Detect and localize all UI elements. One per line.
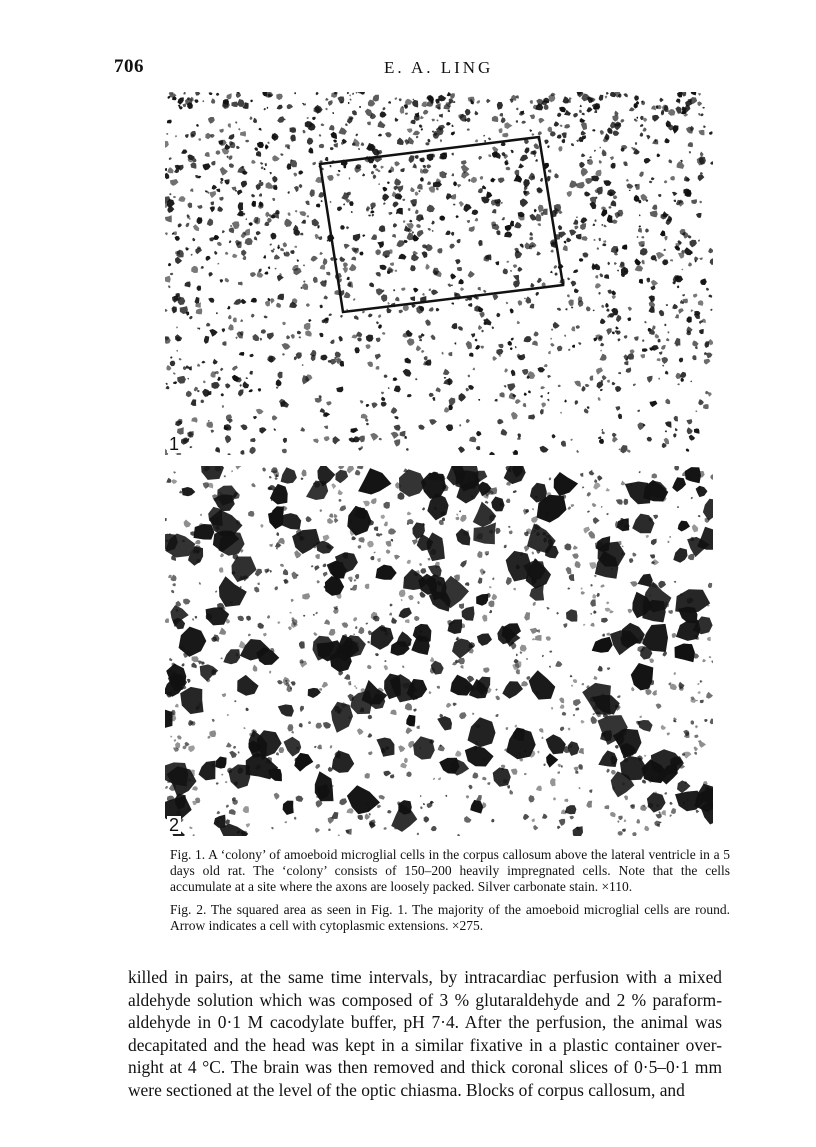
figure-2-label: 2 (169, 815, 180, 835)
caption-figure-1: Fig. 1. A ‘colony’ of amoeboid microglial cells in the corpus callosum above the lateral ventricle in a 5 days old rat. The ‘colony’ consists of 150–200 heavily impregnated cells. Note that the cells accumulate at a site where the axons are loosely packed. Silver carbonate stain. ×110. (170, 847, 730, 894)
page-header (114, 56, 714, 86)
micrograph-2-image (165, 466, 713, 836)
figure-2-micrograph (165, 466, 713, 836)
body-text (128, 966, 722, 1101)
caption-figure-2: Fig. 2. The squared area as seen in Fig. 1. The majority of the amoeboid microglial cells are round. Arrow indicates a cell with cytoplasmic extensions. ×275. (170, 902, 730, 933)
running-head: E. A. LING (384, 58, 494, 77)
figure-captions (170, 847, 730, 941)
figure-1-label: 1 (169, 434, 180, 454)
page-number: 706 (114, 56, 144, 77)
micrograph-1-image (165, 92, 713, 455)
figure-1-micrograph (165, 92, 713, 455)
body-paragraph: killed in pairs, at the same time intervals, by intracardiac perfusion with a mixed aldehyde solution which was composed of 3 % glutaraldehyde and 2 % paraform-aldehyde in 0·1 M cacodylate buffer, pH 7·4. After the perfusion, the animal was decapitated and the head was kept in a similar fixative in a plastic container over-night at 4 °C. The brain was then removed and thick coronal slices of 0·5–0·1 mm were sectioned at the level of the optic chiasma. Blocks of corpus callosum, and (128, 967, 722, 1100)
